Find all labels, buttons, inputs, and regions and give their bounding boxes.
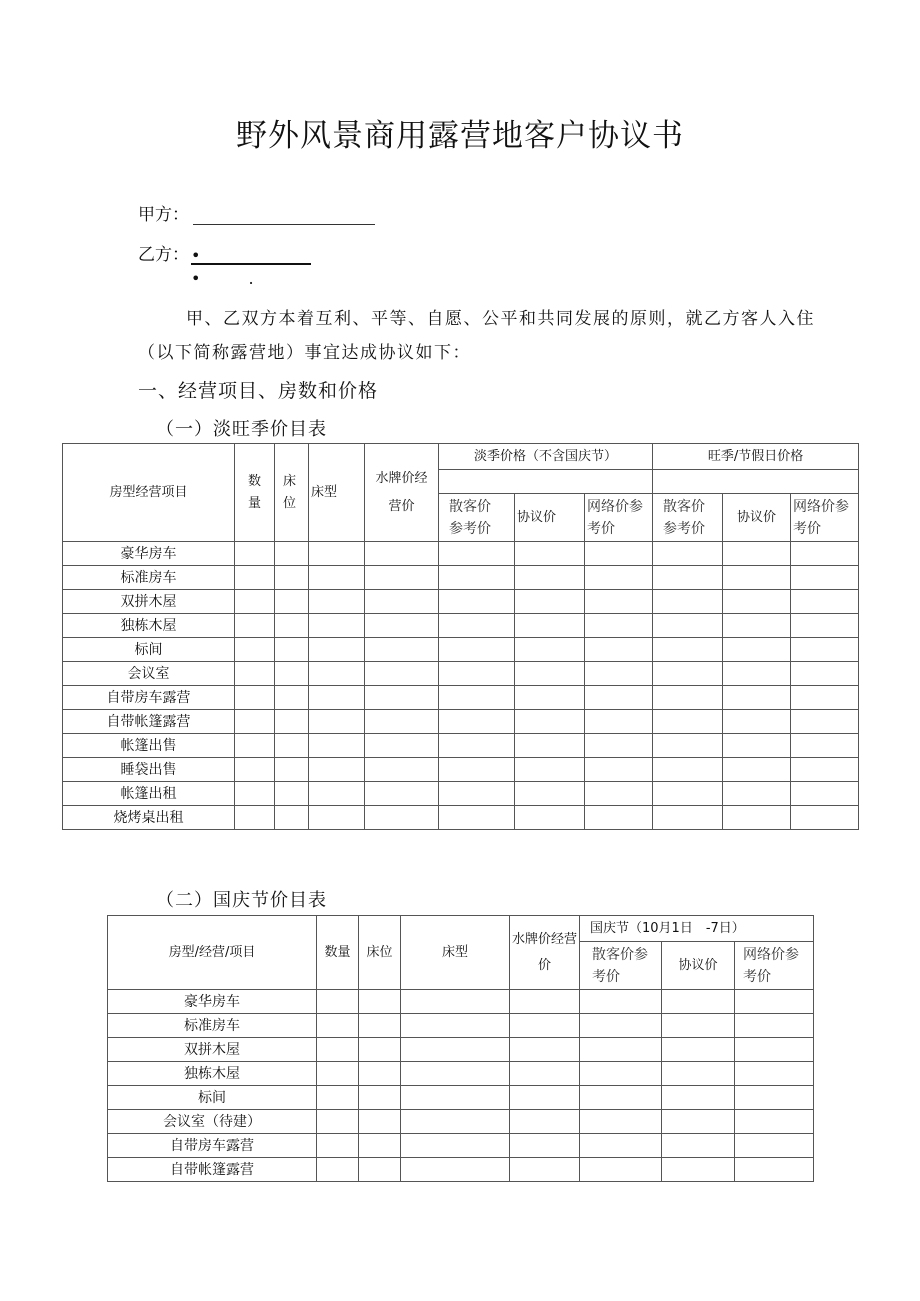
table-cell[interactable] xyxy=(723,782,791,806)
table-cell[interactable] xyxy=(653,614,723,638)
table-cell[interactable] xyxy=(585,614,653,638)
table-cell[interactable] xyxy=(653,686,723,710)
table-cell[interactable] xyxy=(365,686,439,710)
table-cell[interactable] xyxy=(275,806,309,830)
table-cell[interactable] xyxy=(662,1014,735,1038)
table-cell[interactable] xyxy=(439,662,515,686)
table-cell[interactable] xyxy=(309,686,365,710)
table-cell[interactable] xyxy=(515,782,585,806)
table-cell[interactable] xyxy=(735,1086,814,1110)
document-title: 野外风景商用露营地客户协议书 xyxy=(236,118,684,154)
table-cell[interactable] xyxy=(723,806,791,830)
header-online-peak: 网络价参考价 xyxy=(791,494,859,542)
table-cell[interactable] xyxy=(515,734,585,758)
table-cell[interactable] xyxy=(662,1038,735,1062)
season-price-table xyxy=(62,443,859,830)
table-cell[interactable] xyxy=(317,1062,359,1086)
row-label: 双拼木屋 xyxy=(63,590,235,614)
t2-header-walkin: 散客价参考价 xyxy=(580,942,662,990)
table-row xyxy=(63,614,859,638)
table-cell[interactable] xyxy=(359,1062,401,1086)
table-cell[interactable] xyxy=(653,758,723,782)
table-cell[interactable] xyxy=(275,686,309,710)
table-cell[interactable] xyxy=(317,1086,359,1110)
table-cell[interactable] xyxy=(510,1038,580,1062)
t2-header-bed-type: 床型 xyxy=(401,916,510,990)
header-bed: 床位 xyxy=(275,444,309,542)
table-cell[interactable] xyxy=(662,1110,735,1134)
table-cell[interactable] xyxy=(365,710,439,734)
table-cell[interactable] xyxy=(723,566,791,590)
table-cell[interactable] xyxy=(365,734,439,758)
table-cell[interactable] xyxy=(309,614,365,638)
table-cell[interactable] xyxy=(365,542,439,566)
table-cell[interactable] xyxy=(275,758,309,782)
row-label: 独栋木屋 xyxy=(108,1062,317,1086)
table-cell[interactable] xyxy=(275,710,309,734)
table-cell[interactable] xyxy=(235,662,275,686)
table-cell[interactable] xyxy=(401,1158,510,1182)
table-cell[interactable] xyxy=(585,734,653,758)
row-label: 独栋木屋 xyxy=(63,614,235,638)
table-cell[interactable] xyxy=(401,1062,510,1086)
table-cell[interactable] xyxy=(317,1014,359,1038)
table-cell[interactable] xyxy=(515,686,585,710)
table-row xyxy=(108,1038,814,1062)
table-row xyxy=(108,1014,814,1038)
table-cell[interactable] xyxy=(365,590,439,614)
header-agreed: 协议价 xyxy=(515,494,585,542)
table-cell[interactable] xyxy=(309,542,365,566)
table-cell[interactable] xyxy=(365,782,439,806)
table-cell[interactable] xyxy=(439,782,515,806)
table-row xyxy=(108,990,814,1014)
party-a-blank[interactable] xyxy=(193,206,375,225)
row-label: 帐篷出租 xyxy=(63,782,235,806)
table-cell[interactable] xyxy=(365,758,439,782)
table-cell[interactable] xyxy=(510,990,580,1014)
table-cell[interactable] xyxy=(235,710,275,734)
intro-paragraph: 甲、乙双方本着互利、平等、自愿、公平和共同发展的原则，就乙方客人入住（以下简称露营地）事宜达成协议如下： xyxy=(138,309,815,363)
table-cell[interactable] xyxy=(317,1110,359,1134)
table-row xyxy=(63,686,859,710)
table-cell[interactable] xyxy=(585,710,653,734)
table-cell[interactable] xyxy=(401,990,510,1014)
table-cell[interactable] xyxy=(791,758,859,782)
table-row xyxy=(63,590,859,614)
table-cell[interactable] xyxy=(275,638,309,662)
table-cell[interactable] xyxy=(791,710,859,734)
table-cell[interactable] xyxy=(585,662,653,686)
table-cell[interactable] xyxy=(723,710,791,734)
table-cell[interactable] xyxy=(580,1062,662,1086)
row-label: 帐篷出售 xyxy=(63,734,235,758)
table-cell[interactable] xyxy=(723,638,791,662)
table-cell[interactable] xyxy=(515,542,585,566)
t2-header-bed: 床位 xyxy=(359,916,401,990)
table-row xyxy=(63,710,859,734)
table-cell[interactable] xyxy=(653,734,723,758)
table-cell[interactable] xyxy=(723,662,791,686)
table-cell[interactable] xyxy=(662,990,735,1014)
table-cell[interactable] xyxy=(275,782,309,806)
table-cell[interactable] xyxy=(585,638,653,662)
table-cell[interactable] xyxy=(791,686,859,710)
table-cell[interactable] xyxy=(317,990,359,1014)
table-cell[interactable] xyxy=(439,734,515,758)
table-cell[interactable] xyxy=(723,590,791,614)
row-label: 豪华房车 xyxy=(108,990,317,1014)
table-row xyxy=(63,566,859,590)
table-cell[interactable] xyxy=(235,542,275,566)
table-row xyxy=(63,662,859,686)
table-cell[interactable] xyxy=(365,614,439,638)
table-cell[interactable] xyxy=(439,542,515,566)
table-cell[interactable] xyxy=(515,758,585,782)
table-cell[interactable] xyxy=(309,662,365,686)
table-cell[interactable] xyxy=(735,1038,814,1062)
row-label: 标间 xyxy=(63,638,235,662)
table-cell[interactable] xyxy=(791,614,859,638)
t2-header-list-price: 水牌价经营价 xyxy=(510,916,580,990)
table-cell[interactable] xyxy=(359,1014,401,1038)
table-cell[interactable] xyxy=(235,782,275,806)
table-cell[interactable] xyxy=(723,734,791,758)
table-cell[interactable] xyxy=(365,662,439,686)
row-label: 睡袋出售 xyxy=(63,758,235,782)
table-cell[interactable] xyxy=(791,782,859,806)
table-cell[interactable] xyxy=(359,1134,401,1158)
party-b-line xyxy=(138,240,311,288)
table-cell[interactable] xyxy=(235,614,275,638)
party-a-label: 甲方： xyxy=(138,205,189,225)
table-cell[interactable] xyxy=(275,614,309,638)
table-cell[interactable] xyxy=(365,806,439,830)
table-cell[interactable] xyxy=(735,1158,814,1182)
table-cell[interactable] xyxy=(653,542,723,566)
table-cell[interactable] xyxy=(791,662,859,686)
table-cell[interactable] xyxy=(735,1134,814,1158)
table-cell[interactable] xyxy=(439,710,515,734)
table-cell[interactable] xyxy=(580,990,662,1014)
table-cell[interactable] xyxy=(309,782,365,806)
table-cell[interactable] xyxy=(309,806,365,830)
table-cell[interactable] xyxy=(662,1086,735,1110)
table-cell[interactable] xyxy=(585,782,653,806)
table-cell[interactable] xyxy=(510,1086,580,1110)
table-cell[interactable] xyxy=(723,614,791,638)
table-cell[interactable] xyxy=(439,758,515,782)
table-cell[interactable] xyxy=(275,662,309,686)
table-cell[interactable] xyxy=(439,686,515,710)
table-cell[interactable] xyxy=(723,542,791,566)
table-cell[interactable] xyxy=(653,638,723,662)
table-cell[interactable] xyxy=(359,1086,401,1110)
table-cell[interactable] xyxy=(791,566,859,590)
table-cell[interactable] xyxy=(580,1134,662,1158)
header-low-season: 淡季价格（不含国庆节） xyxy=(439,444,653,470)
table-cell[interactable] xyxy=(653,590,723,614)
table-cell[interactable] xyxy=(439,566,515,590)
party-a-line xyxy=(138,200,375,225)
header-walkin: 散客价参考价 xyxy=(439,494,515,542)
row-label: 标准房车 xyxy=(108,1014,317,1038)
table-cell[interactable] xyxy=(515,566,585,590)
table-cell[interactable] xyxy=(309,710,365,734)
table-cell[interactable] xyxy=(365,566,439,590)
row-label: 标间 xyxy=(108,1086,317,1110)
t2-header-agreed: 协议价 xyxy=(662,942,735,990)
header-list-price: 水牌价经营价 xyxy=(365,444,439,542)
table-cell[interactable] xyxy=(235,566,275,590)
table-cell[interactable] xyxy=(275,566,309,590)
t2-header-online: 网络价参考价 xyxy=(735,942,814,990)
table-cell[interactable] xyxy=(585,758,653,782)
header-bed-type: 床型 xyxy=(309,444,365,542)
table-cell[interactable] xyxy=(585,566,653,590)
table-cell[interactable] xyxy=(401,1086,510,1110)
table-cell[interactable] xyxy=(401,1134,510,1158)
table-row xyxy=(63,542,859,566)
table-cell[interactable] xyxy=(515,614,585,638)
row-label: 烧烤桌出租 xyxy=(63,806,235,830)
table-cell[interactable] xyxy=(365,638,439,662)
table-cell[interactable] xyxy=(585,686,653,710)
table-cell[interactable] xyxy=(439,590,515,614)
table-cell[interactable] xyxy=(580,1038,662,1062)
table-cell[interactable] xyxy=(791,590,859,614)
table-cell[interactable] xyxy=(235,758,275,782)
table-cell[interactable] xyxy=(309,566,365,590)
table-cell[interactable] xyxy=(317,1038,359,1062)
national-day-price-table xyxy=(107,915,814,1182)
low-season-blank xyxy=(439,470,653,494)
table-cell[interactable] xyxy=(275,542,309,566)
section-heading: 一、经营项目、房数和价格 xyxy=(138,380,379,402)
table-cell[interactable] xyxy=(791,542,859,566)
row-label: 会议室 xyxy=(63,662,235,686)
table-cell[interactable] xyxy=(309,734,365,758)
table-cell[interactable] xyxy=(439,614,515,638)
table-cell[interactable] xyxy=(275,590,309,614)
table-cell[interactable] xyxy=(359,1038,401,1062)
table-cell[interactable] xyxy=(235,686,275,710)
table-cell[interactable] xyxy=(401,1110,510,1134)
table-cell[interactable] xyxy=(791,806,859,830)
row-label: 标准房车 xyxy=(63,566,235,590)
table-cell[interactable] xyxy=(317,1158,359,1182)
table-cell[interactable] xyxy=(359,990,401,1014)
table-cell[interactable] xyxy=(653,782,723,806)
row-label: 豪华房车 xyxy=(63,542,235,566)
table-cell[interactable] xyxy=(585,806,653,830)
table-cell[interactable] xyxy=(359,1110,401,1134)
table-cell[interactable] xyxy=(235,590,275,614)
header-qty: 数量 xyxy=(235,444,275,542)
table-row xyxy=(63,734,859,758)
table-cell[interactable] xyxy=(791,734,859,758)
table-cell[interactable] xyxy=(235,806,275,830)
table-row xyxy=(63,758,859,782)
table-cell[interactable] xyxy=(723,758,791,782)
table-cell[interactable] xyxy=(515,806,585,830)
table-cell[interactable] xyxy=(510,1110,580,1134)
table-cell[interactable] xyxy=(580,1014,662,1038)
table-cell[interactable] xyxy=(791,638,859,662)
table-cell[interactable] xyxy=(662,1062,735,1086)
row-label: 自带房车露营 xyxy=(63,686,235,710)
row-label: 自带帐篷露营 xyxy=(63,710,235,734)
table-cell[interactable] xyxy=(515,590,585,614)
table-cell[interactable] xyxy=(580,1158,662,1182)
header-item: 房型经营项目 xyxy=(63,444,235,542)
table-cell[interactable] xyxy=(317,1134,359,1158)
table-cell[interactable] xyxy=(653,662,723,686)
table-row xyxy=(63,638,859,662)
table-cell[interactable] xyxy=(235,638,275,662)
table-cell[interactable] xyxy=(735,1110,814,1134)
table1-caption: （一）淡旺季价目表 xyxy=(156,419,327,440)
table-cell[interactable] xyxy=(401,1014,510,1038)
table-cell[interactable] xyxy=(653,710,723,734)
table-cell[interactable] xyxy=(515,662,585,686)
party-b-blank[interactable]: • • . xyxy=(191,243,311,265)
table-cell[interactable] xyxy=(359,1158,401,1182)
table2-caption: （二）国庆节价目表 xyxy=(156,890,327,911)
table-cell[interactable] xyxy=(510,1014,580,1038)
table-cell[interactable] xyxy=(585,590,653,614)
table-cell[interactable] xyxy=(723,686,791,710)
table-row xyxy=(108,1110,814,1134)
table-cell[interactable] xyxy=(735,990,814,1014)
header-agreed-peak: 协议价 xyxy=(723,494,791,542)
table-cell[interactable] xyxy=(662,1134,735,1158)
t2-header-national-day: 国庆节（10月1日 -7日） xyxy=(580,916,814,942)
table-cell[interactable] xyxy=(439,806,515,830)
party-b-label: 乙方： xyxy=(138,245,189,265)
table-cell[interactable] xyxy=(585,542,653,566)
table-cell[interactable] xyxy=(735,1014,814,1038)
table-cell[interactable] xyxy=(309,590,365,614)
table-cell[interactable] xyxy=(439,638,515,662)
table-cell[interactable] xyxy=(309,638,365,662)
table-cell[interactable] xyxy=(515,710,585,734)
table-cell[interactable] xyxy=(510,1158,580,1182)
table-row xyxy=(63,782,859,806)
table-cell[interactable] xyxy=(510,1134,580,1158)
table-row xyxy=(63,806,859,830)
table-cell[interactable] xyxy=(510,1062,580,1086)
header-online: 网络价参考价 xyxy=(585,494,653,542)
table-cell[interactable] xyxy=(309,758,365,782)
row-label: 自带帐篷露营 xyxy=(108,1158,317,1182)
table-cell[interactable] xyxy=(735,1062,814,1086)
row-label: 双拼木屋 xyxy=(108,1038,317,1062)
table-cell[interactable] xyxy=(235,734,275,758)
table-cell[interactable] xyxy=(515,638,585,662)
row-label: 自带房车露营 xyxy=(108,1134,317,1158)
header-walkin-peak: 散客价参考价 xyxy=(653,494,723,542)
peak-season-blank xyxy=(653,470,859,494)
table-cell[interactable] xyxy=(580,1086,662,1110)
header-peak-season: 旺季/节假日价格 xyxy=(653,444,859,470)
t2-header-qty: 数量 xyxy=(317,916,359,990)
table-cell[interactable] xyxy=(580,1110,662,1134)
row-label: 会议室（待建） xyxy=(108,1110,317,1134)
table-row xyxy=(108,1086,814,1110)
table-cell[interactable] xyxy=(275,734,309,758)
table-row xyxy=(108,1062,814,1086)
table-row xyxy=(108,1134,814,1158)
table-cell[interactable] xyxy=(653,806,723,830)
table-row xyxy=(108,1158,814,1182)
table-cell[interactable] xyxy=(653,566,723,590)
table-cell[interactable] xyxy=(401,1038,510,1062)
t2-header-item: 房型/经营/项目 xyxy=(108,916,317,990)
table-cell[interactable] xyxy=(662,1158,735,1182)
